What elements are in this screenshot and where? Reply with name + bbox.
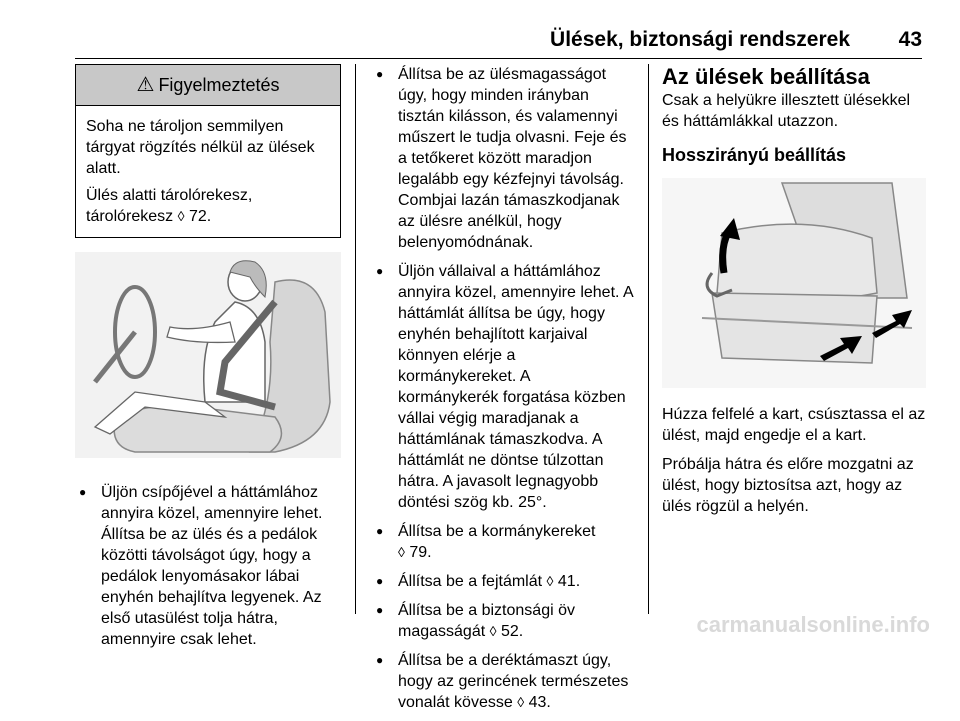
warning-header xyxy=(76,65,340,106)
warning-paragraph xyxy=(86,185,331,227)
list-item xyxy=(372,600,634,642)
warning-box xyxy=(75,64,341,238)
watermark: carmanualsonline.info xyxy=(696,612,930,637)
list-item-text: Állítsa be a deréktámaszt úgy, hogy az gerincének természetes vonalát kövesse xyxy=(398,652,629,711)
header-rule xyxy=(75,58,922,59)
page-header xyxy=(0,20,960,60)
list-item-text: Állítsa be a kormánykereket xyxy=(398,523,596,540)
list-item-ref[interactable]: 43. xyxy=(528,694,551,711)
column-divider-1 xyxy=(355,64,356,614)
list-item-text: Állítsa be a fejtámlát xyxy=(398,573,543,590)
warning-title: Figyelmeztetés xyxy=(158,74,280,95)
list-item xyxy=(372,571,634,592)
list-item xyxy=(372,650,634,713)
warning-paragraph-text: Ülés alatti tárolórekesz, tárolórekesz xyxy=(86,187,253,225)
warning-body xyxy=(76,106,340,237)
page-number: 43 xyxy=(898,28,922,51)
section-paragraph: Húzza felfelé a kart, csúsztassa el az ülést, majd engedje el a kart. xyxy=(662,406,926,444)
list-item-text: Állítsa be a biztonsági öv magasságát xyxy=(398,602,575,640)
subsection-title: Hosszirányú beállítás xyxy=(662,145,847,165)
list-item: ● Üljön csípőjével a háttámlához annyira közel, amennyire lehet. Állítsa be az ülés és a pedálok közötti távolságot úgy, hogy a pedálok lenyomásakor lábai enyhén behajlítva legyenek. Az első utasülést tolja hátra, amennyire csak lehet. xyxy=(75,482,341,650)
column-divider-2 xyxy=(648,64,649,614)
section-paragraph: Próbálja hátra és előre mozgatni az ülést, hogy biztosítsa azt, hogy az ülés rögzül a helyén. xyxy=(662,456,914,515)
seat-adjustment-illustration xyxy=(662,178,926,388)
column-1 xyxy=(75,64,341,658)
page-reference-triangle-icon: ◊ xyxy=(517,694,525,710)
warning-triangle-icon: ⚠ xyxy=(136,73,155,96)
list-item-ref[interactable]: 52. xyxy=(501,623,524,640)
driver-seating-illustration xyxy=(75,252,341,458)
col1-bullet-list xyxy=(75,482,341,650)
list-item-text: Állítsa be az ülésmagasságot úgy, hogy minden irányban tisztán kilásson, és valamennyi műszert le tudja olvasni. Feje és a tetőkeret között maradjon legalább egy kézfejnyi távolság. Combjai lazán támaszkodjanak az ülésre anélkül, hogy belenyomódnának. xyxy=(398,66,627,251)
warning-paragraph: Soha ne tároljon semmilyen tárgyat rögzítés nélkül az ülések alatt. xyxy=(86,118,315,177)
list-item-ref[interactable]: 41. xyxy=(557,573,581,590)
list-item-ref[interactable]: 79. xyxy=(409,544,432,561)
column-3 xyxy=(662,64,926,525)
column-2 xyxy=(372,64,634,721)
list-item-text: Üljön vállaival a háttámlához annyira közel, amennyire lehet. A háttámlát állítsa be úgy, hogy enyhén behajlított karjaival könnyen elérje a kormánykereket. A kormánykerék forgatása közben vállai végig maradjanak a háttámlának támaszkodva. A háttámlát ne döntse túlzottan hátra. A javasolt legnagyobb döntési szög kb. 25°. xyxy=(398,263,633,511)
page-reference-triangle-icon: ◊ xyxy=(177,208,185,224)
list-item xyxy=(372,261,634,513)
list-item xyxy=(372,521,634,563)
section-title: Az ülések beállítása xyxy=(662,64,870,89)
warning-ref-page[interactable]: 72. xyxy=(188,208,212,225)
page-reference-triangle-icon: ◊ xyxy=(546,573,554,589)
page-reference-triangle-icon: ◊ xyxy=(489,623,497,639)
page-reference-triangle-icon: ◊ xyxy=(398,544,405,560)
col2-bullet-list xyxy=(372,64,634,713)
page-header-title: Ülések, biztonsági rendszerek xyxy=(550,28,850,51)
list-item xyxy=(372,64,634,253)
section-intro: Csak a helyükre illesztett ülésekkel és háttámlákkal utazzon. xyxy=(662,92,911,130)
